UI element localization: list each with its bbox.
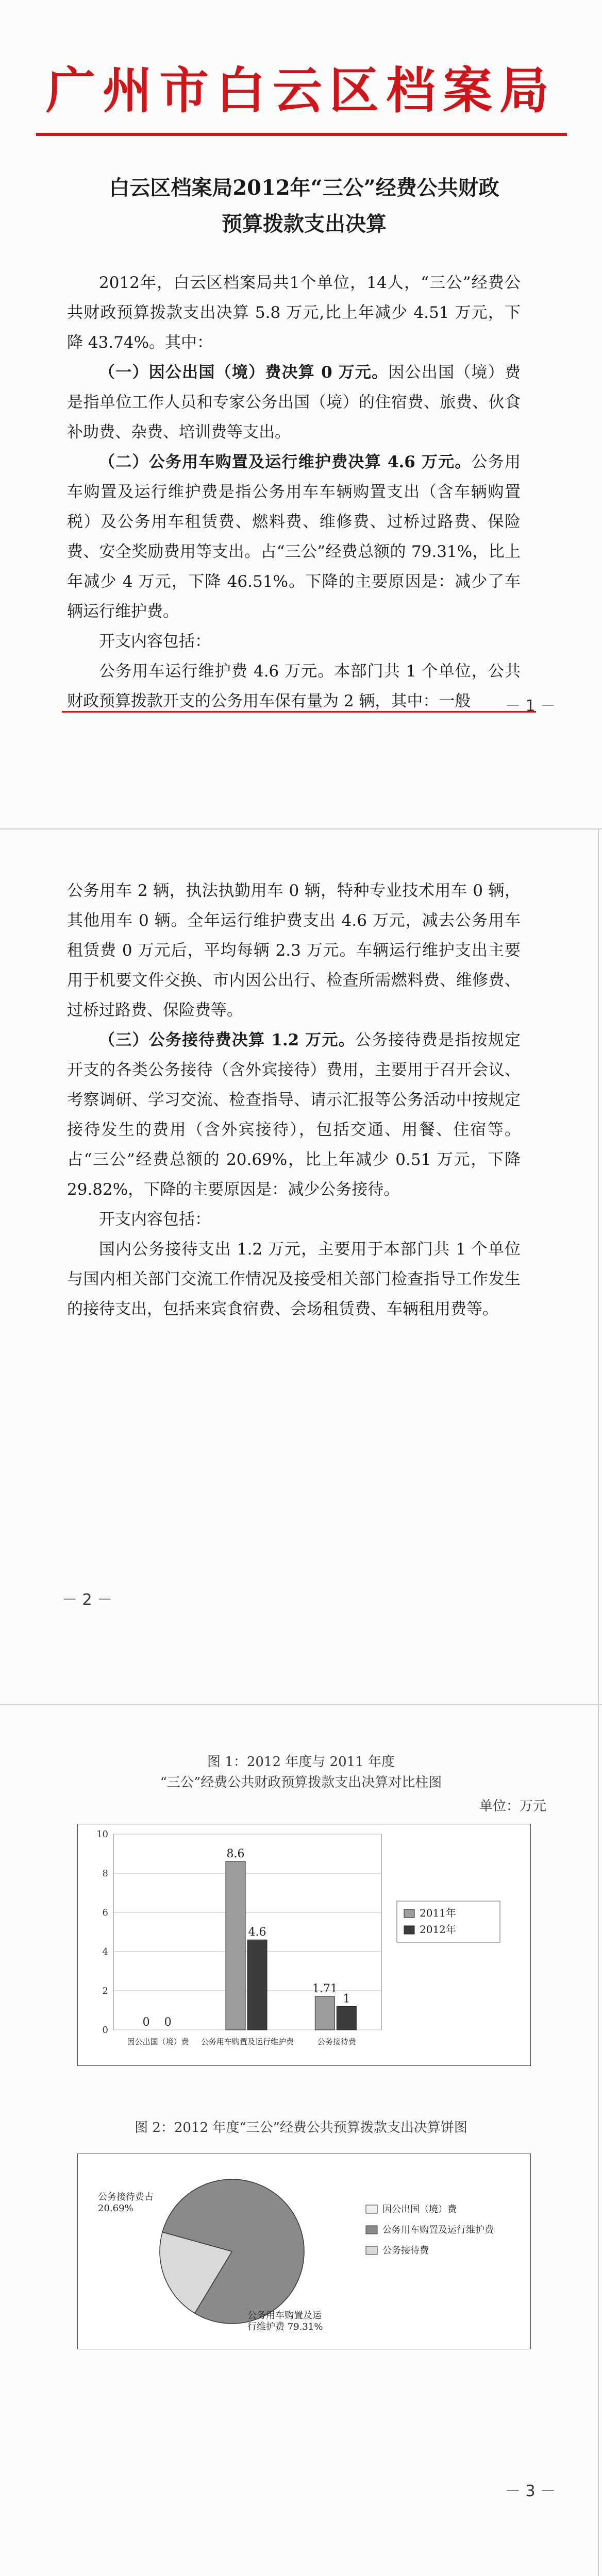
- intro-paragraph: 2012年，白云区档案局共1个单位，14人，“三公”经费公共财政预算拨款支出决算 5.8 万元,比上年减少 4.51 万元，下降 43.74%。其中：: [67, 274, 521, 352]
- page3-number: － 3 －: [505, 2482, 556, 2500]
- y-tick-label: 10: [96, 1829, 108, 1840]
- data-label: 0: [142, 2016, 150, 2029]
- bar: [247, 1940, 267, 2030]
- legend-swatch: [404, 1926, 414, 1934]
- bar: [226, 1861, 245, 2030]
- data-label: 4.6: [248, 1926, 266, 1939]
- document-title: [82, 170, 526, 242]
- car-subheading: 开支内容包括：: [99, 632, 211, 651]
- letterhead-rule: [36, 133, 567, 136]
- legend-label: 2011年: [420, 1907, 456, 1919]
- legend-label: 2012年: [420, 1923, 456, 1936]
- scan-edge-line: [598, 1705, 599, 2576]
- data-label: 0: [164, 2016, 172, 2029]
- slice-label: 行维护费 79.31%: [247, 2321, 323, 2332]
- figure2-caption: 图 2：2012 年度“三公”经费公共预算拨款支出决算饼图: [135, 2120, 467, 2136]
- page1-body: [67, 268, 521, 716]
- page-2: [0, 829, 602, 1705]
- slice-label: 20.69%: [98, 2203, 133, 2214]
- car-detail-continued: 公务用车 2 辆，执法执勤用车 0 辆，特种专业技术用车 0 辆，其他用车 0 辆。全年运行维护费支出 4.6 万元，减去公务用车租赁费 0 万元后，平均每辆 2.3 万元。车辆运行维护支出主要用于机要文件交换、市内因公出行、检查所需燃料费、维修费、过桥过路费、保险费等。: [67, 882, 521, 1020]
- figure1-caption: [0, 1752, 602, 1793]
- pie-chart: [77, 2154, 531, 2349]
- letterhead: 广州市白云区档案局: [46, 61, 556, 120]
- y-tick-label: 8: [102, 1868, 108, 1879]
- legend-label: 公务用车购置及运行维护费: [382, 2225, 494, 2235]
- heading-car: （二）公务用车购置及运行维护费决算 4.6 万元。: [99, 453, 472, 471]
- y-tick-label: 2: [102, 1986, 108, 1996]
- page-1: [0, 0, 602, 829]
- y-tick-label: 4: [102, 1946, 108, 1957]
- heading-abroad: （一）因公出国（境）费决算 0 万元。: [99, 363, 389, 382]
- car-detail-paragraph: 公务用车运行维护费 4.6 万元。本部门共 1 个单位，公共财政预算拨款开支的公务用车保有量为 2 辆，其中：一般: [67, 662, 521, 710]
- figure1-unit: 单位：万元: [479, 1799, 547, 1814]
- reception-text: 公务接待费是指按规定开支的各类公务接待（含外宾接待）费用，主要用于召开会议、考察调研、学习交流、检查指导、请示汇报等公务活动中按规定接待发生的费用（含外宾接待），包括交通、用餐、住宿等。占“三公”经费总额的 20.69%，比上年减少 0.51 万元，下降 29.82%，下降的主要原因是：减少公务接待。: [67, 1031, 521, 1199]
- data-label: 1.71: [312, 1982, 338, 1996]
- title-line-1: 白云区档案局2012年“三公”经费公共财政: [109, 176, 499, 200]
- x-tick-label: 因公出国（境）费: [127, 2037, 189, 2046]
- y-tick-label: 0: [102, 2025, 108, 2036]
- legend-swatch: [366, 2226, 377, 2234]
- title-line-2: 预算拨款支出决算: [222, 212, 387, 236]
- data-label: 1: [343, 1992, 350, 2006]
- reception-subheading: 开支内容包括：: [99, 1210, 211, 1229]
- heading-reception: （三）公务接待费决算 1.2 万元。: [99, 1031, 355, 1049]
- data-label: 8.6: [226, 1848, 245, 1861]
- slice-label: 公务用车购置及运: [247, 2310, 322, 2321]
- abroad-text: 因公出国（境）费是指单位工作人员和专家公务出国（境）的住宿费、旅费、伙食补助费、杂费、培训费等支出。: [67, 363, 521, 442]
- figure1-caption-line1: 图 1：2012 年度与 2011 年度: [207, 1754, 395, 1770]
- y-tick-label: 6: [102, 1907, 108, 1918]
- legend-label: 公务接待费: [382, 2245, 429, 2256]
- bar-chart: [77, 1824, 531, 2066]
- slice-label: 公务接待费占: [98, 2192, 154, 2202]
- car-text: 公务用车购置及运行维护费是指公务用车车辆购置支出（含车辆购置税）及公务用车租赁费、燃料费、维修费、过桥过路费、保险费、安全奖励费用等支出。占“三公”经费总额的 79.31%，比上年减少 4 万元，下降 46.51%。下降的主要原因是：减少了车辆运行维护费。: [67, 453, 521, 621]
- page2-number: － 2 －: [62, 1591, 113, 1609]
- x-tick-label: 公务接待费: [317, 2037, 356, 2046]
- page-3: [0, 1705, 602, 2576]
- legend-label: 因公出国（境）费: [382, 2204, 457, 2215]
- x-tick-label: 公务用车购置及运行维护费: [200, 2037, 294, 2046]
- page1-number: － 1 －: [505, 697, 556, 715]
- figure1-caption-line2: “三公”经费公共财政预算拨款支出决算对比柱图: [160, 1775, 442, 1790]
- scan-edge-line: [598, 829, 599, 1705]
- bar: [315, 1996, 335, 2030]
- bar: [337, 2006, 356, 2030]
- legend-swatch: [366, 2246, 377, 2255]
- legend-swatch: [404, 1909, 414, 1918]
- page1-footer-rule: [62, 711, 536, 713]
- reception-detail-paragraph: 国内公务接待支出 1.2 万元，主要用于本部门共 1 个单位与国内相关部门交流工作情况及接受相关部门检查指导工作发生的接待支出，包括来宾食宿费、会场租赁费、车辆租用费等。: [67, 1240, 521, 1318]
- legend-swatch: [366, 2205, 377, 2213]
- page2-body: [67, 876, 521, 1324]
